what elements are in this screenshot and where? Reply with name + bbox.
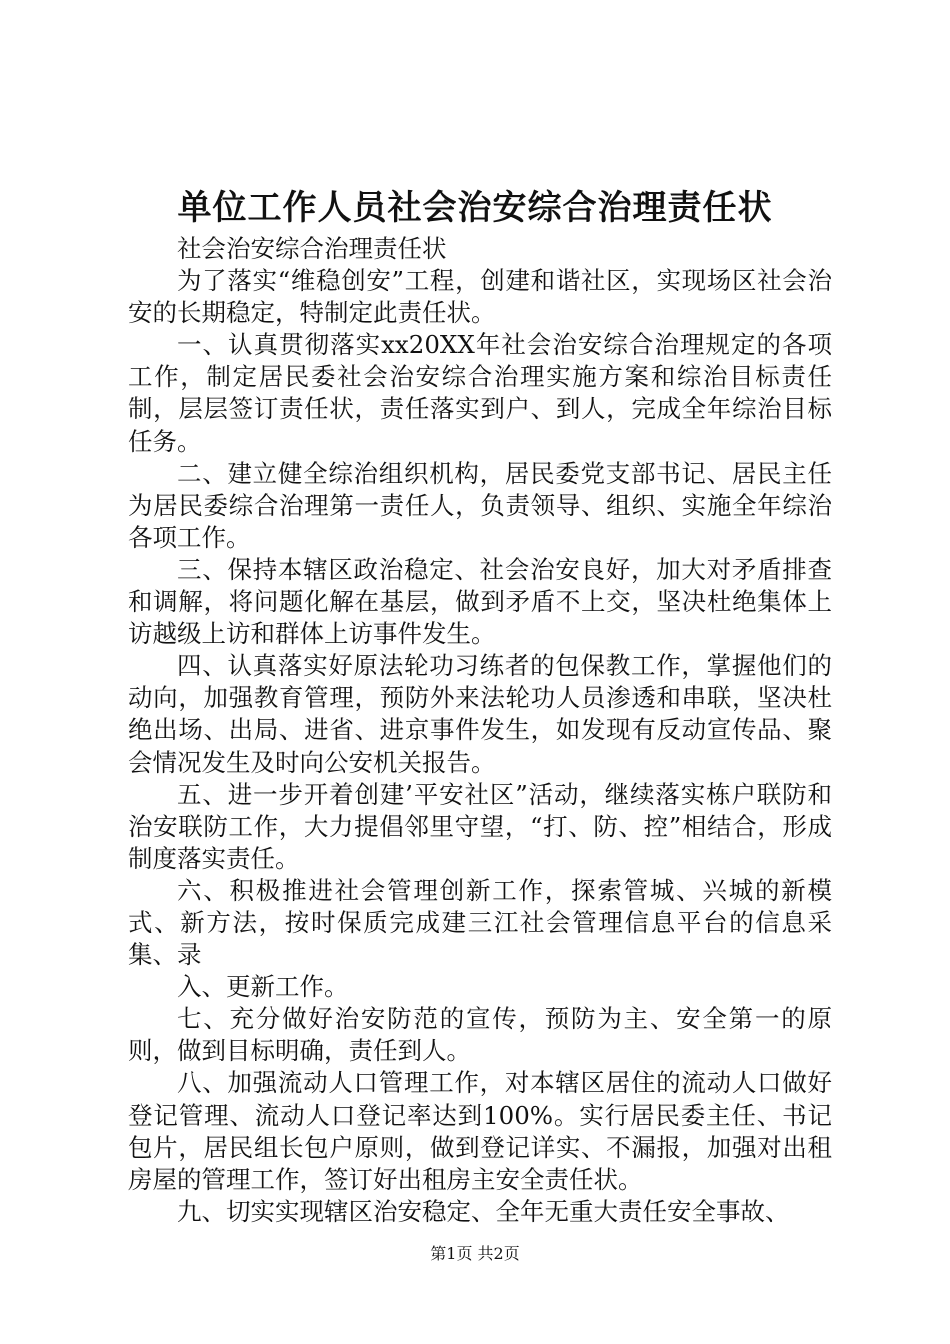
paragraph-item-2: 二、建立健全综治组织机构，居民委党支部书记、居民主任为居民委综合治理第一责任人，负责领导、组织、实施全年综治各项工作。 [128,458,832,552]
paragraph-item-4: 四、认真落实好原法轮功习练者的包保教工作，掌握他们的动向，加强教育管理，预防外来法轮功人员渗透和串联，坚决杜绝出场、出局、进省、进京事件发生，如发现有反动宣传品、聚会情况发生及时向公安机关报告。 [128,651,832,777]
document-title: 单位工作人员社会治安综合治理责任状 [177,188,773,228]
page-indicator: 第1页 共2页 [430,1244,520,1263]
paragraph-subtitle: 社会治安综合治理责任状 [177,234,447,263]
paragraph-item-6: 六、积极推进社会管理创新工作，探索管城、兴城的新模式、新方法，按时保质完成建三江社会管理信息平台的信息采集、录 [128,875,832,970]
paragraph-item-1: 一、认真贯彻落实xx20XX年社会治安综合治理规定的各项工作，制定居民委社会治安综合治理实施方案和综治目标责任制，层层签订责任状，责任落实到户、到人，完成全年综治目标任务。 [128,330,832,456]
paragraph-item-9: 九、切实实现辖区治安稳定、全年无重大责任安全事故、 [177,1196,790,1226]
paragraph-item-7: 七、充分做好治安防范的宣传，预防为主、安全第一的原则，做到目标明确，责任到人。 [128,1004,832,1066]
paragraph-item-6-continued: 入、更新工作。 [177,972,349,1002]
document-body [128,233,832,1228]
paragraph-item-8: 八、加强流动人口管理工作，对本辖区居住的流动人口做好登记管理、流动人口登记率达到100%。实行居民委主任、书记包片，居民组长包户原则，做到登记详实、不漏报，加强对出租房屋的管理工作，签订好出租房主安全责任状。 [128,1068,832,1194]
paragraph-item-5: 五、进一步开着创建’平安社区”活动，继续落实栋户联防和治安联防工作，大力提倡邻里守望，“打、防、控”相结合，形成制度落实责任。 [128,779,832,873]
page-footer [0,1243,950,1265]
paragraph-item-3: 三、保持本辖区政治稳定、社会治安良好，加大对矛盾排查和调解，将问题化解在基层，做到矛盾不上交，坚决杜绝集体上访越级上访和群体上访事件发生。 [128,554,832,649]
paragraph-intro: 为了落实“维稳创安”工程，创建和谐社区，实现场区社会治安的长期稳定，特制定此责任状。 [128,266,832,328]
